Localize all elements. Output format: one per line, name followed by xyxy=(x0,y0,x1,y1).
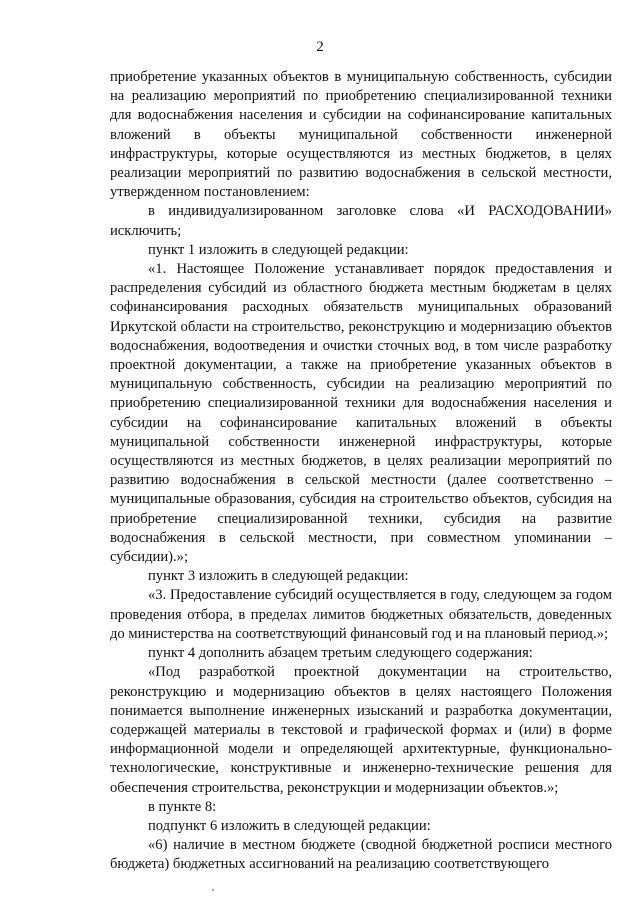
paragraph-point-8-intro: в пункте 8: xyxy=(148,798,217,815)
scan-artifact xyxy=(212,889,214,891)
paragraph-subpoint-6-intro: подпункт 6 изложить в следующей редакции: xyxy=(148,817,431,834)
paragraph-point-4-text: «Под разработкой проектной документации на строительство, реконструкцию и модернизацию объектов в целях настоящего Положения понимается выполнение инженерных изысканий и разработка документации, содержащей материалы в текстовой и графической формах и (или) в форме информационной модели и определяющей архитектурные, функционально-технологические, конструктивные и инженерно-технические решения для обеспечения строительства, реконструкции и модернизации объектов.»; xyxy=(110,664,612,796)
paragraph-point-3-intro: пункт 3 изложить в следующей редакции: xyxy=(148,568,409,585)
document-body xyxy=(110,68,612,875)
paragraph-subpoint-6-text: «6) наличие в местном бюджете (сводной бюджетной росписи местного бюджета) бюджетных ассигнований на реализацию соответствующего xyxy=(110,837,612,873)
paragraph-header-amendment: в индивидуализированном заголовке слова «И РАСХОДОВАНИИ» исключить; xyxy=(110,203,612,239)
paragraph-point-4-intro: пункт 4 дополнить абзацем третьим следующего содержания: xyxy=(148,645,533,662)
paragraph-point-1-text: «1. Настоящее Положение устанавливает порядок предоставления и распределения субсидий из областного бюджета местным бюджетам в целях софинансирования расходных обязательств муниципальных образований Иркутской области на строительство, реконструкцию и модернизацию объектов водоснабжения, водоотведения и очистки сточных вод, в том числе разработку проектной документации, а также на приобретение указанных объектов в муниципальную собственность, субсидии на реализацию мероприятий по приобретению специализированной техники для водоснабжения населения и субсидии на софинансирование капитальных вложений в объекты муниципальной собственности инженерной инфраструктуры, которые осуществляются из местных бюджетов, в целях реализации мероприятий по развитию водоснабжения в сельской местности (далее соответственно – муниципальные образования, субсидия на строительство объектов, субсидия на приобретение специализированной техники, субсидия на развитие водоснабжения в сельской местности, при совместном упоминании – субсидии).»; xyxy=(110,261,612,566)
paragraph-point-3-text: «3. Предоставление субсидий осуществляется в году, следующем за годом проведения отбора, в пределах лимитов бюджетных обязательств, доведенных до министерства на соответствующий финансовый год и на плановый период.»; xyxy=(110,587,612,642)
page-number: 2 xyxy=(316,39,324,55)
paragraph-continuation: приобретение указанных объектов в муниципальную собственность, субсидии на реализацию мероприятий по приобретению специализированной техники для водоснабжения населения и субсидии на софинансирование капитальных вложений в объекты муниципальной собственности инженерной инфраструктуры, которые осуществляются из местных бюджетов, в целях реализации мероприятий по развитию водоснабжения в сельской местности, утвержденном постановлением: xyxy=(110,69,612,201)
paragraph-point-1-intro: пункт 1 изложить в следующей редакции: xyxy=(148,241,409,258)
